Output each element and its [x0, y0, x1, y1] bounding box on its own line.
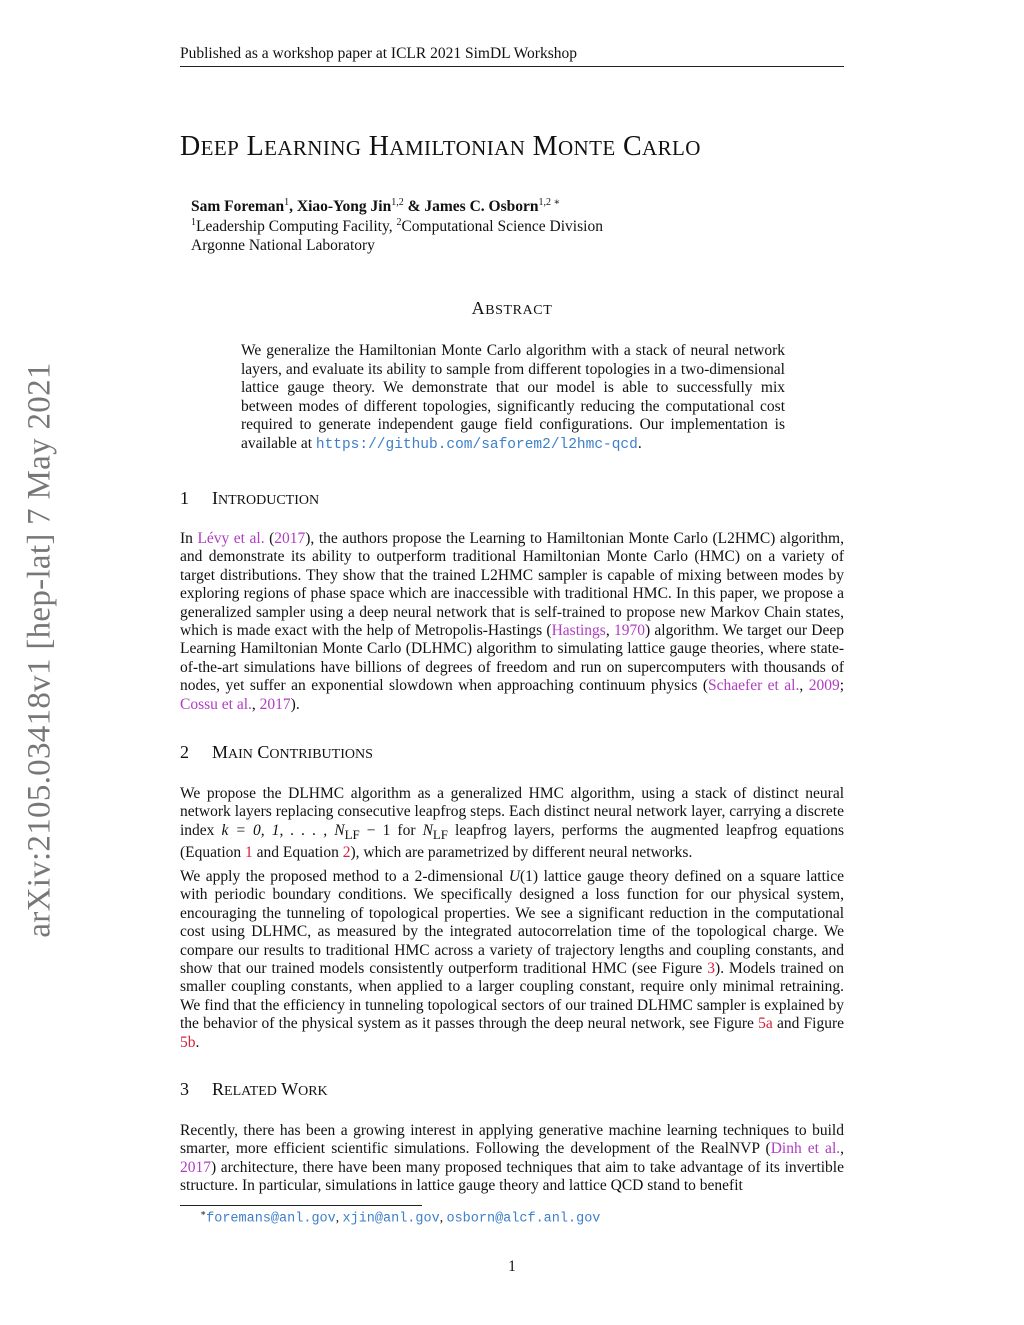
- math-subscript: LF: [344, 826, 360, 842]
- footnote-rule: [180, 1205, 422, 1206]
- paper-title: [180, 131, 844, 163]
- citation-link[interactable]: Hastings: [551, 622, 606, 640]
- text-run: ,: [840, 1140, 844, 1158]
- contributions-paragraph-1: [180, 785, 844, 863]
- section-heading-main-contributions: [180, 742, 373, 763]
- section-title: RELATED WORK: [212, 1079, 328, 1099]
- author-name: Xiao-Yong Jin: [296, 198, 392, 216]
- figure-ref-link[interactable]: 3: [707, 960, 716, 978]
- citation-year-link[interactable]: 2017: [259, 695, 291, 713]
- affil-mark: 2: [396, 217, 402, 228]
- math-expression: N: [422, 821, 433, 839]
- text-run: ;: [839, 677, 844, 695]
- figure-ref-link[interactable]: 5b: [180, 1033, 196, 1051]
- text-run: leapfrog layers, performs the augmented leapfrog equations (Equation: [180, 821, 844, 862]
- code-link[interactable]: https://github.com/saforem2/l2hmc-qcd: [315, 436, 638, 453]
- text-run: and Equation: [252, 844, 343, 862]
- text-run: ), which are parametrized by different neural networks.: [350, 844, 693, 862]
- related-work-paragraph: [180, 1122, 844, 1196]
- text-run: ,: [799, 677, 809, 695]
- abstract-text: We generalize the Hamiltonian Monte Carlo algorithm with a stack of neural network layers, and evaluate its ability to sample from different topologies in a two-dimensional lattice gauge theory. We demonstrate that our model is able to successfully mix between modes of different topologies, significantly reducing the computational cost required to generate independent gauge field configurations. Our implementation is available at: [241, 342, 785, 452]
- equation-ref-link[interactable]: 2: [342, 844, 351, 862]
- affil-mark: 1: [191, 217, 196, 228]
- text-run: lattice gauge theory defined on a square lattice with periodic boundary conditions. We specifically designed a loss function for our physical system, encouraging the tunneling of topological properties. We see a significant reduction in the computational cost using DLHMC, as measured by the integrated autocorrelation time of the topological charge. We compare our results to traditional HMC across a variety of trajectory lengths and coupling constants, and show that our trained models consistently outperform traditional HMC (see Figure: [180, 868, 844, 978]
- equation-ref-link[interactable]: 1: [245, 844, 253, 862]
- text-run: ), the authors propose the Learning to Hamiltonian Monte Carlo (L2HMC) algorithm, and demonstrate its ability to outperform traditional Hamiltonian Monte Carlo (HMC) on a variety of target distributions. They show that the trained L2HMC sampler is capable of mixing between modes by exploring regions of phase space which are inaccessible with traditional HMC. In this paper, we propose a generalized sampler using a deep neural network that is self-trained to propose new Markov Chain states, which is made exact with the help of Metropolis-Hastings (: [180, 530, 844, 640]
- section-number: 2: [180, 742, 189, 762]
- text-run: Recently, there has been a growing interest in applying generative machine learning techniques to build smarter, more efficient scientific simulations. Following the development of the RealNVP (: [180, 1122, 844, 1158]
- section-heading-related-work: [180, 1079, 328, 1100]
- footnote-mark: ∗: [200, 1208, 207, 1218]
- author-line: Sam Foreman$^1$, Xiao-Yong Jin$^{1,2}$ & James C. Osborn$^{1,2 ∗}$: [191, 197, 561, 216]
- section-number: 1: [180, 488, 189, 508]
- running-head: Published as a workshop paper at ICLR 2021 SimDL Workshop: [180, 45, 577, 62]
- text-run: ). Models trained on smaller coupling constants, when applied to a larger coupling constant, require only minimal retraining. We find that the efficiency in tunneling topological sectors of our trained DLHMC sampler is explained by the behavior of the physical system as it passes through the deep neural network, see Figure: [180, 960, 844, 1033]
- arxiv-stamp-container: [10, 355, 70, 945]
- header-rule: [180, 66, 844, 67]
- contributions-paragraph-2: [180, 868, 844, 1052]
- text-run: ,: [605, 622, 614, 640]
- text-run: ) algorithm. We target our Deep Learning Hamiltonian Monte Carlo (DLHMC) algorithm to simulating lattice gauge theories, where state-of-the-art simulations have billions of degrees of freedom and run on supercomputers with thousands of nodes, yet suffer an exponential slowdown when approaching continuum physics (: [180, 622, 845, 695]
- citation-year-link[interactable]: 2017: [180, 1158, 211, 1176]
- math-expression: U: [508, 868, 521, 885]
- figure-ref-link[interactable]: 5a: [758, 1015, 773, 1033]
- text-run: (: [264, 530, 275, 547]
- separator: ,: [439, 1209, 447, 1225]
- section-title: MAIN CONTRIBUTIONS: [212, 742, 373, 762]
- text-run: and Figure: [772, 1015, 844, 1033]
- section-heading-introduction: [180, 488, 319, 509]
- math-expression: k = 0, 1, . . . , N: [221, 821, 345, 839]
- citation-year-link[interactable]: 2009: [808, 677, 840, 695]
- footnote: [200, 1208, 600, 1227]
- affiliations: [191, 213, 603, 255]
- citation-link[interactable]: Cossu et al.: [180, 695, 252, 713]
- text-run: ) architecture, there have been many proposed techniques that aim to take advantage of its invertible structure. In particular, simulations in lattice gauge theory and lattice QCD stand to benefit: [180, 1158, 844, 1195]
- affiliation-line: Argonne National Laboratory: [191, 237, 375, 255]
- abstract-body: [241, 342, 785, 455]
- abstract-heading-text: ABSTRACT: [471, 298, 553, 318]
- citation-year-link[interactable]: 2017: [274, 530, 306, 547]
- math-subscript: LF: [432, 826, 448, 842]
- author-ampersand: &: [407, 198, 421, 216]
- citation-link[interactable]: Dinh et al.: [770, 1140, 841, 1158]
- abstract-end: .: [637, 434, 642, 452]
- arxiv-stamp[interactable]: arXiv:2105.03418v1 [hep-lat] 7 May 2021: [21, 362, 58, 938]
- citation-year-link[interactable]: 1970: [614, 622, 645, 640]
- email-link[interactable]: xjin@anl.gov: [342, 1211, 440, 1227]
- citation-link[interactable]: Lévy et al.: [197, 530, 265, 547]
- separator: ,: [335, 1209, 343, 1225]
- section-title: INTRODUCTION: [212, 488, 320, 508]
- text-run: ,: [251, 695, 260, 713]
- text-run: We apply the proposed method to a 2-dimensional: [180, 868, 509, 885]
- intro-paragraph: [180, 530, 844, 714]
- author-affil-mark: 1: [284, 197, 290, 208]
- affiliation-text: Leadership Computing Facility,: [196, 218, 397, 236]
- email-link[interactable]: osborn@alcf.anl.gov: [446, 1211, 601, 1227]
- section-number: 3: [180, 1079, 189, 1099]
- text-run: .: [195, 1033, 200, 1051]
- math-expression: − 1: [359, 821, 391, 839]
- email-link[interactable]: foremans@anl.gov: [206, 1211, 336, 1227]
- author-affil-mark: 1,2: [391, 197, 404, 208]
- affiliation-text: Computational Science Division: [401, 218, 603, 236]
- paper-title-text: DEEP LEARNING HAMILTONIAN MONTE CARLO: [180, 131, 701, 162]
- author-name: James C. Osborn: [424, 198, 539, 216]
- affiliation-line: [191, 213, 603, 236]
- author-name: Sam Foreman: [191, 198, 285, 216]
- abstract-heading: [180, 298, 844, 319]
- math-expression: (1): [520, 868, 539, 885]
- text-run: In: [180, 530, 198, 547]
- text-run: for: [390, 821, 423, 839]
- citation-link[interactable]: Schaefer et al.: [708, 677, 800, 695]
- author-affil-mark: 1,2 ∗: [538, 197, 561, 208]
- text-run: We propose the DLHMC algorithm as a generalized HMC algorithm, using a stack of distinct neural network layers replacing consecutive leapfrog steps. Each distinct neural network layer, carrying a discrete index: [180, 785, 844, 839]
- page-number: 1: [508, 1258, 516, 1275]
- text-run: ).: [290, 695, 300, 713]
